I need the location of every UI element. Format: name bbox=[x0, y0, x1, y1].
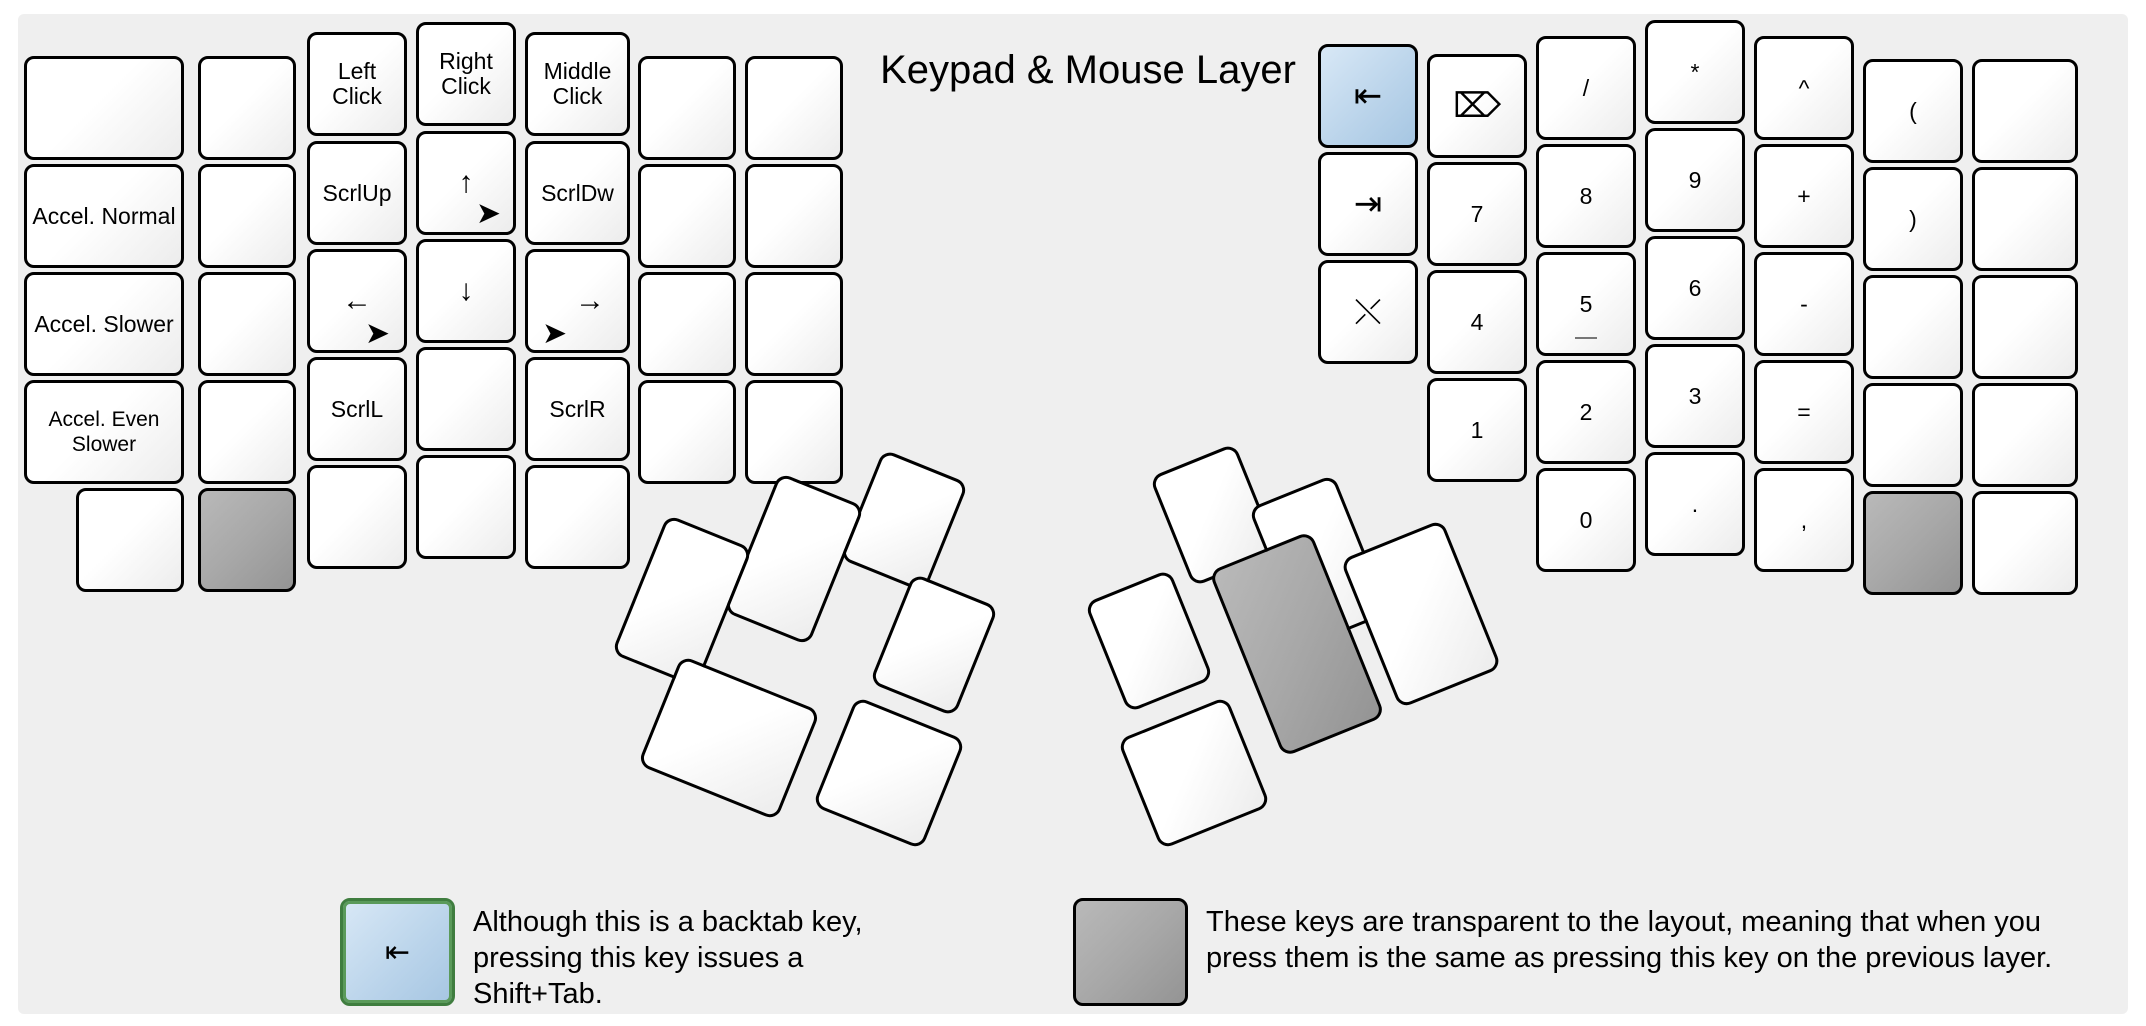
right-key-right-paren[interactable]: ) bbox=[1863, 167, 1963, 271]
right-key-comma[interactable]: , bbox=[1754, 468, 1854, 572]
right-key-3[interactable]: 3 bbox=[1645, 344, 1745, 448]
right-key-9[interactable]: 9 bbox=[1645, 128, 1745, 232]
crossed-arrows-icon: ⤬ bbox=[1354, 293, 1382, 331]
right-key-r5c7[interactable] bbox=[1972, 491, 2078, 595]
left-key-r1c2[interactable] bbox=[198, 56, 296, 160]
left-key-r2c2[interactable] bbox=[198, 164, 296, 268]
left-key-accel-slower[interactable]: Accel. Slower bbox=[24, 272, 184, 376]
right-key-5[interactable] bbox=[1536, 252, 1636, 356]
right-key-backtab[interactable] bbox=[1318, 44, 1418, 148]
left-key-r5c3[interactable] bbox=[307, 465, 407, 569]
left-key-r2c6[interactable] bbox=[638, 164, 736, 268]
right-thumb-3[interactable] bbox=[1084, 569, 1214, 713]
left-key-accel-normal[interactable]: Accel. Normal bbox=[24, 164, 184, 268]
right-key-2[interactable]: 2 bbox=[1536, 360, 1636, 464]
left-key-transparent[interactable] bbox=[198, 488, 296, 592]
legend-backtab bbox=[340, 898, 940, 1012]
right-key-shuffle[interactable] bbox=[1318, 260, 1418, 364]
backtab-icon: ⇤ bbox=[1353, 77, 1383, 115]
left-thumb-5[interactable] bbox=[812, 696, 966, 850]
tab-icon: ⇥ bbox=[1353, 185, 1383, 223]
legend-backtab-text: Although this is a backtab key, pressing this key issues a Shift+Tab. bbox=[473, 906, 863, 1010]
right-key-minus[interactable]: - bbox=[1754, 252, 1854, 356]
left-key-scroll-left[interactable]: ScrlL bbox=[307, 357, 407, 461]
left-key-left-click[interactable]: Left Click bbox=[307, 32, 407, 136]
right-key-r4c7[interactable] bbox=[1972, 383, 2078, 487]
left-key-r4c2[interactable] bbox=[198, 380, 296, 484]
arrow-left-icon: ← bbox=[342, 284, 372, 317]
left-key-r5c5[interactable] bbox=[525, 465, 630, 569]
right-key-period[interactable]: . bbox=[1645, 452, 1745, 556]
left-key-r1c6[interactable] bbox=[638, 56, 736, 160]
right-key-tab[interactable] bbox=[1318, 152, 1418, 256]
right-thumb-4[interactable] bbox=[1117, 696, 1271, 850]
right-key-asterisk[interactable]: * bbox=[1645, 20, 1745, 124]
right-key-plus[interactable]: + bbox=[1754, 144, 1854, 248]
legend-transparent bbox=[1073, 898, 2073, 1006]
left-key-r5c1[interactable] bbox=[76, 488, 184, 592]
right-key-7[interactable]: 7 bbox=[1427, 162, 1527, 266]
homing-bar bbox=[1575, 337, 1597, 339]
right-key-5-label: 5 bbox=[1579, 290, 1593, 317]
left-key-r3c6[interactable] bbox=[638, 272, 736, 376]
right-key-slash[interactable]: / bbox=[1536, 36, 1636, 140]
right-key-caret[interactable]: ^ bbox=[1754, 36, 1854, 140]
left-key-mouse-up[interactable] bbox=[416, 131, 516, 235]
right-key-left-paren[interactable]: ( bbox=[1863, 59, 1963, 163]
delete-icon: ⌦ bbox=[1452, 87, 1502, 125]
legend-transparent-swatch bbox=[1073, 898, 1188, 1006]
right-key-0[interactable]: 0 bbox=[1536, 468, 1636, 572]
left-key-accel-even-slower[interactable]: Accel. Even Slower bbox=[24, 380, 184, 484]
arrow-right-icon: → bbox=[575, 284, 605, 317]
left-key-scroll-down[interactable]: ScrlDw bbox=[525, 141, 630, 245]
left-key-r3c2[interactable] bbox=[198, 272, 296, 376]
right-key-4[interactable]: 4 bbox=[1427, 270, 1527, 374]
backtab-icon: ⇤ bbox=[384, 935, 411, 969]
arrow-down-icon: ↓ bbox=[458, 274, 474, 307]
left-key-r3c7[interactable] bbox=[745, 272, 843, 376]
legend-transparent-text: These keys are transparent to the layout, meaning that when you press them is the same as pressing this key on the previous layer. bbox=[1206, 906, 2053, 974]
arrow-up-icon: ↑ bbox=[458, 166, 474, 199]
legend-backtab-swatch bbox=[340, 898, 455, 1006]
right-key-r3c6[interactable] bbox=[1863, 275, 1963, 379]
left-key-r5c4[interactable] bbox=[416, 455, 516, 559]
cursor-icon: ➤ bbox=[542, 317, 568, 350]
left-thumb-4[interactable] bbox=[869, 573, 999, 717]
right-key-6[interactable]: 6 bbox=[1645, 236, 1745, 340]
left-key-r2c7[interactable] bbox=[745, 164, 843, 268]
left-key-r4c4[interactable] bbox=[416, 347, 516, 451]
left-key-right-click[interactable]: Right Click bbox=[416, 22, 516, 126]
right-key-transparent[interactable] bbox=[1863, 491, 1963, 595]
left-key-scroll-right[interactable]: ScrlR bbox=[525, 357, 630, 461]
keyboard-board bbox=[18, 14, 2128, 1014]
left-key-r1c1[interactable] bbox=[24, 56, 184, 160]
left-key-middle-click[interactable]: Middle Click bbox=[525, 32, 630, 136]
left-key-scroll-up[interactable]: ScrlUp bbox=[307, 141, 407, 245]
left-key-mouse-right[interactable] bbox=[525, 249, 630, 353]
right-key-r2c7[interactable] bbox=[1972, 167, 2078, 271]
right-key-r1c7[interactable] bbox=[1972, 59, 2078, 163]
left-thumb-6[interactable] bbox=[637, 655, 820, 821]
right-key-r4c6[interactable] bbox=[1863, 383, 1963, 487]
cursor-icon: ➤ bbox=[475, 197, 501, 230]
left-key-mouse-down[interactable] bbox=[416, 239, 516, 343]
left-key-mouse-left[interactable] bbox=[307, 249, 407, 353]
right-key-8[interactable]: 8 bbox=[1536, 144, 1636, 248]
right-key-delete[interactable] bbox=[1427, 54, 1527, 158]
page-title: Keypad & Mouse Layer bbox=[880, 48, 1296, 92]
cursor-icon: ➤ bbox=[364, 317, 390, 350]
left-key-r4c7[interactable] bbox=[745, 380, 843, 484]
right-key-equals[interactable]: = bbox=[1754, 360, 1854, 464]
left-key-r4c6[interactable] bbox=[638, 380, 736, 484]
right-key-r3c7[interactable] bbox=[1972, 275, 2078, 379]
left-key-r1c7[interactable] bbox=[745, 56, 843, 160]
right-key-1[interactable]: 1 bbox=[1427, 378, 1527, 482]
